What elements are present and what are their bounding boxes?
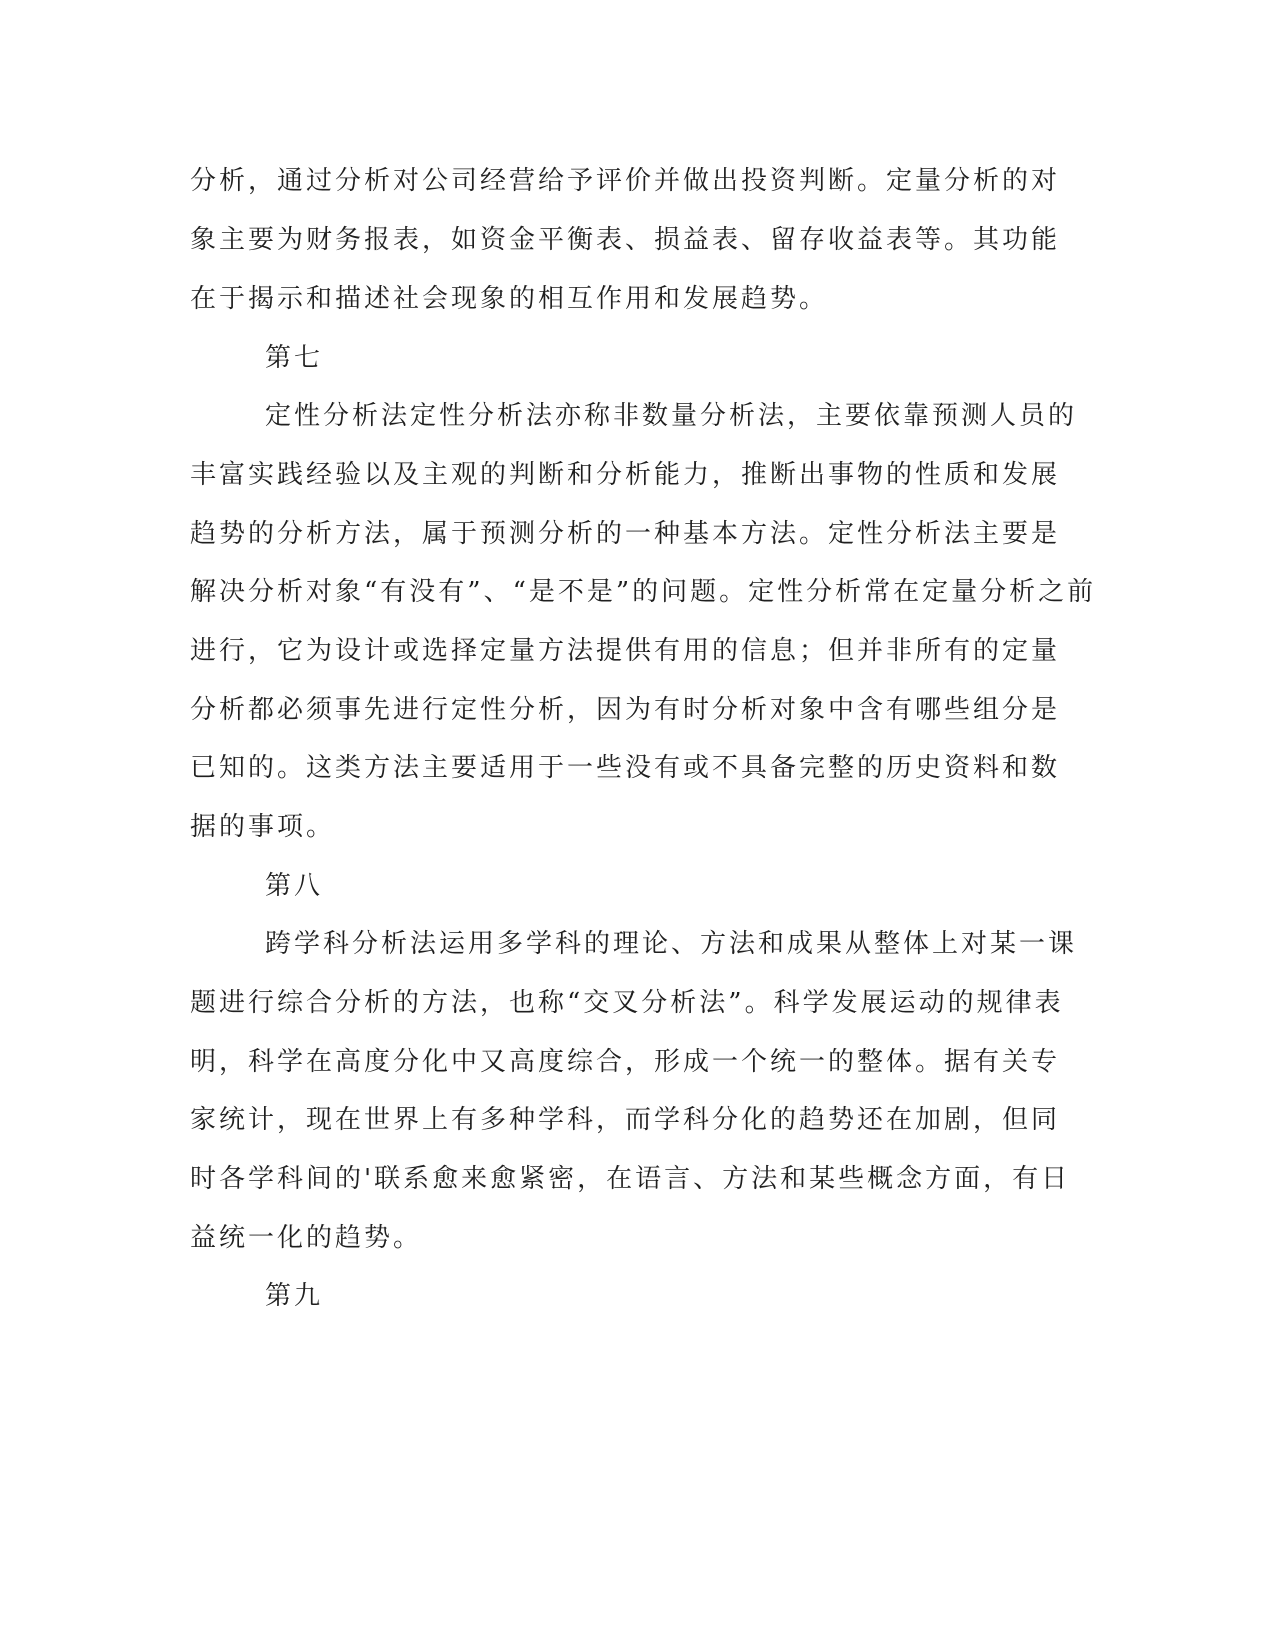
section-heading: 第七 <box>265 343 324 373</box>
section-heading: 第八 <box>265 871 324 901</box>
paragraph-line: 已知的。这类方法主要适用于一些没有或不具备完整的历史资料和数 <box>190 753 1061 783</box>
paragraph-line: 丰富实践经验以及主观的判断和分析能力，推断出事物的性质和发展 <box>190 460 1061 490</box>
paragraph-line: 题进行综合分析的方法，也称“交叉分析法”。科学发展运动的规律表 <box>190 988 1064 1018</box>
paragraph-line: 分析都必须事先进行定性分析，因为有时分析对象中含有哪些组分是 <box>190 695 1061 725</box>
paragraph-line: 在于揭示和描述社会现象的相互作用和发展趋势。 <box>190 284 829 314</box>
paragraph-line: 象主要为财务报表，如资金平衡表、损益表、留存收益表等。其功能 <box>190 225 1061 255</box>
paragraph-line: 益统一化的趋势。 <box>190 1223 423 1253</box>
paragraph-line: 解决分析对象“有没有”、“是不是”的问题。定性分析常在定量分析之前 <box>190 577 1097 607</box>
paragraph-line: 时各学科间的'联系愈来愈紧密，在语言、方法和某些概念方面，有日 <box>190 1164 1071 1194</box>
paragraph-line: 明，科学在高度分化中又高度综合，形成一个统一的整体。据有关专 <box>190 1047 1061 1077</box>
paragraph-line: 进行，它为设计或选择定量方法提供有用的信息；但并非所有的定量 <box>190 636 1061 666</box>
paragraph-line: 趋势的分析方法，属于预测分析的一种基本方法。定性分析法主要是 <box>190 519 1061 549</box>
paragraph-line: 分析，通过分析对公司经营给予评价并做出投资判断。定量分析的对 <box>190 166 1061 196</box>
paragraph-line: 跨学科分析法运用多学科的理论、方法和成果从整体上对某一课 <box>265 929 1078 959</box>
paragraph-line: 家统计，现在世界上有多种学科，而学科分化的趋势还在加剧，但同 <box>190 1105 1061 1135</box>
section-heading: 第九 <box>265 1281 324 1311</box>
paragraph-line: 定性分析法定性分析法亦称非数量分析法，主要依靠预测人员的 <box>265 401 1078 431</box>
paragraph-line: 据的事项。 <box>190 812 336 842</box>
